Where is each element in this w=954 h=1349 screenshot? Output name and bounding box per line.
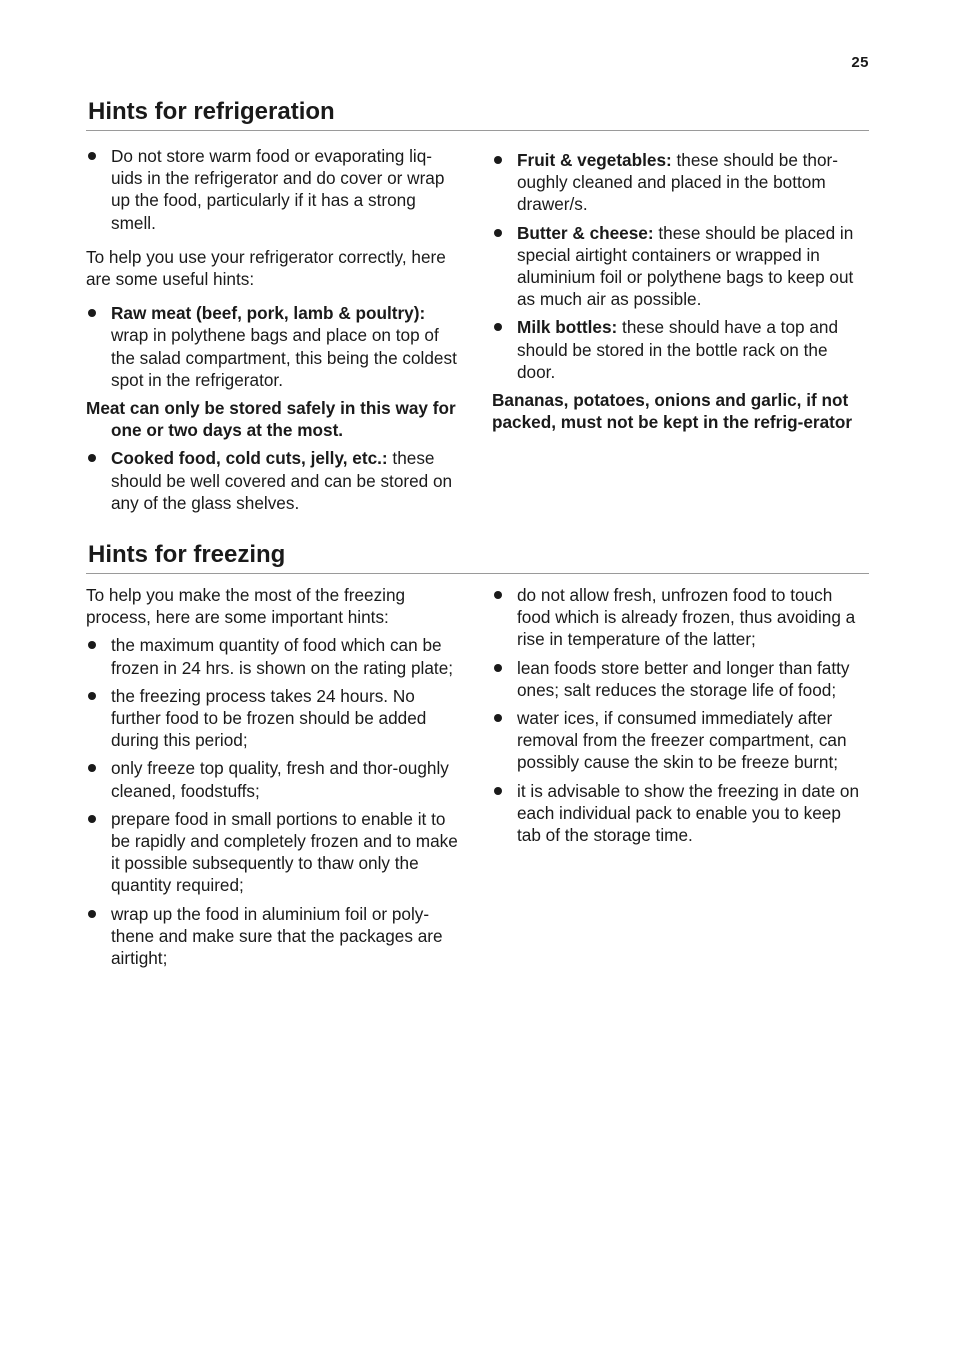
refrigeration-right-column [492,145,869,520]
refrigeration-intro: To help you use your refrigerator correctly, here are some useful hints: [86,246,446,290]
butter-text: these should be placed in special airtight containers or wrapped in aluminium foil or polythene bags to keep out as much air as possible. [517,222,854,310]
freezing-divider [86,573,869,574]
milk-text: these should have a top and should be stored in the bottle rack on the door. [517,317,839,382]
freezing-right-column [491,584,869,975]
raw-meat-label: Raw meat (beef, pork, lamb & poultry): [111,303,426,324]
list-item: it is advisable to show the freezing in date on each individual pack to enable you to keep tab of the storage time. [492,780,869,847]
fruit-text: these should be thor-oughly cleaned and placed in the bottom drawer/s. [517,150,838,215]
refrigeration-divider [86,130,869,131]
freezing-left-column [86,584,463,975]
meat-warning: Meat can only be stored safely in this way for one or two days at the most. [86,398,456,441]
fruit-label: Fruit & vegetables: [517,150,672,170]
freezing-section [86,540,869,975]
refrigeration-title: Hints for refrigeration [88,98,335,125]
milk-label: Milk bottles: [517,317,618,338]
list-item-raw-meat [86,302,463,391]
list-item: lean foods store better and longer than fatty ones; salt reduces the storage life of food; [492,657,869,701]
refrigeration-section [86,97,869,520]
freezing-intro: To help you make the most of the freezing process, here are some important hints: [86,585,406,628]
bananas-warning: Bananas, potatoes, onions and garlic, if not packed, must not be kept in the refrig-erator [492,390,853,433]
butter-label: Butter & cheese: [517,222,654,243]
list-item: wrap up the food in aluminium foil or poly-thene and make sure that the packages are airtight; [86,903,463,970]
list-item: only freeze top quality, fresh and thor-oughly cleaned, foodstuffs; [86,757,463,801]
list-item: water ices, if consumed immediately after removal from the freezer compartment, can possibly cause the skin to be freeze burnt; [492,707,869,774]
list-item-cooked-food [86,447,463,514]
list-item: do not allow fresh, unfrozen food to touch food which is already frozen, thus avoiding a rise in temperature of the latter; [492,584,869,651]
freezing-title: Hints for freezing [88,541,286,568]
refrigeration-left-column [86,145,463,520]
list-item: Do not store warm food or evaporating liq-uids in the refrigerator and do cover or wrap up the food, particularly if it has a strong smell. [86,145,463,234]
list-item-butter [492,222,869,311]
list-item: the maximum quantity of food which can be frozen in 24 hrs. is shown on the rating plate; [86,634,463,678]
list-item: prepare food in small portions to enable it to be rapidly and completely frozen and to make it possible subsequently to thaw only the quantity required; [86,808,463,897]
cooked-label: Cooked food, cold cuts, jelly, etc.: [111,448,388,469]
list-item-fruit [492,149,869,216]
list-item: the freezing process takes 24 hours. No further food to be frozen should be added during this period; [86,685,463,752]
raw-meat-text: wrap in polythene bags and place on top of the salad compartment, this being the coldest spot in the refrigerator. [111,325,457,390]
cooked-text: these should be well covered and can be stored on any of the glass shelves. [111,448,453,513]
list-item-milk [492,316,869,383]
page-number: 25 [851,54,869,71]
